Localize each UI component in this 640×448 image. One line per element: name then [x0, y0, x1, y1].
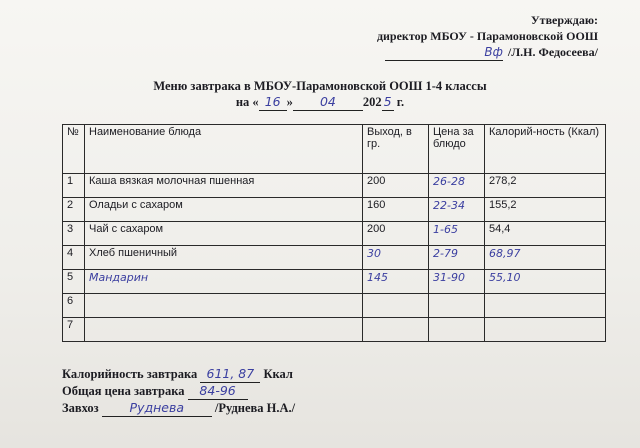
table-row: 3 Чай с сахаром 200 1-65 54,4 [63, 222, 606, 246]
footer-block [62, 366, 295, 417]
director-signature: Вф [385, 44, 503, 61]
approval-heading: Утверждаю: [530, 13, 598, 27]
col-dish-header: Наименование блюда [85, 125, 363, 174]
table-row: 5 Мандарин 145 31-90 55,10 [63, 270, 606, 294]
menu-title: Меню завтрака в МБОУ-Парамоновской ООШ 1-4 классы [153, 79, 487, 93]
calorie-total-line: Калорийность завтрака 611, 87 Ккал [62, 366, 293, 381]
supply-manager-line: Завхоз Руднева /Руднева Н.А./ [62, 400, 296, 415]
col-calorie-header: Калорий-ность (Ккал) [485, 125, 606, 174]
col-price-header: Цена за блюдо [429, 125, 485, 174]
table-row: 1 Каша вязкая молочная пшенная 200 26-28 278,2 [63, 174, 606, 198]
table-row: 4 Хлеб пшеничный 30 2-79 68,97 [63, 246, 606, 270]
menu-title-block [0, 79, 640, 111]
approval-block [377, 12, 598, 61]
table-row: 7 [63, 318, 606, 342]
col-yield-header: Выход, в гр. [363, 125, 429, 174]
table-row: 2 Оладьи с сахаром 160 22-34 155,2 [63, 198, 606, 222]
menu-table [62, 124, 606, 342]
approval-signature-line: Вф /Л.Н. Федосеева/ [377, 44, 598, 61]
approval-position: директор МБОУ - Парамоновской ООШ [376, 29, 598, 43]
table-header-row [63, 125, 606, 174]
menu-date: на « 16 » 04 202 5 г. [235, 94, 405, 109]
table-row: 6 [63, 294, 606, 318]
col-number-header: № [63, 125, 85, 174]
price-total-line: Общая цена завтрака 84-96 [62, 383, 295, 400]
